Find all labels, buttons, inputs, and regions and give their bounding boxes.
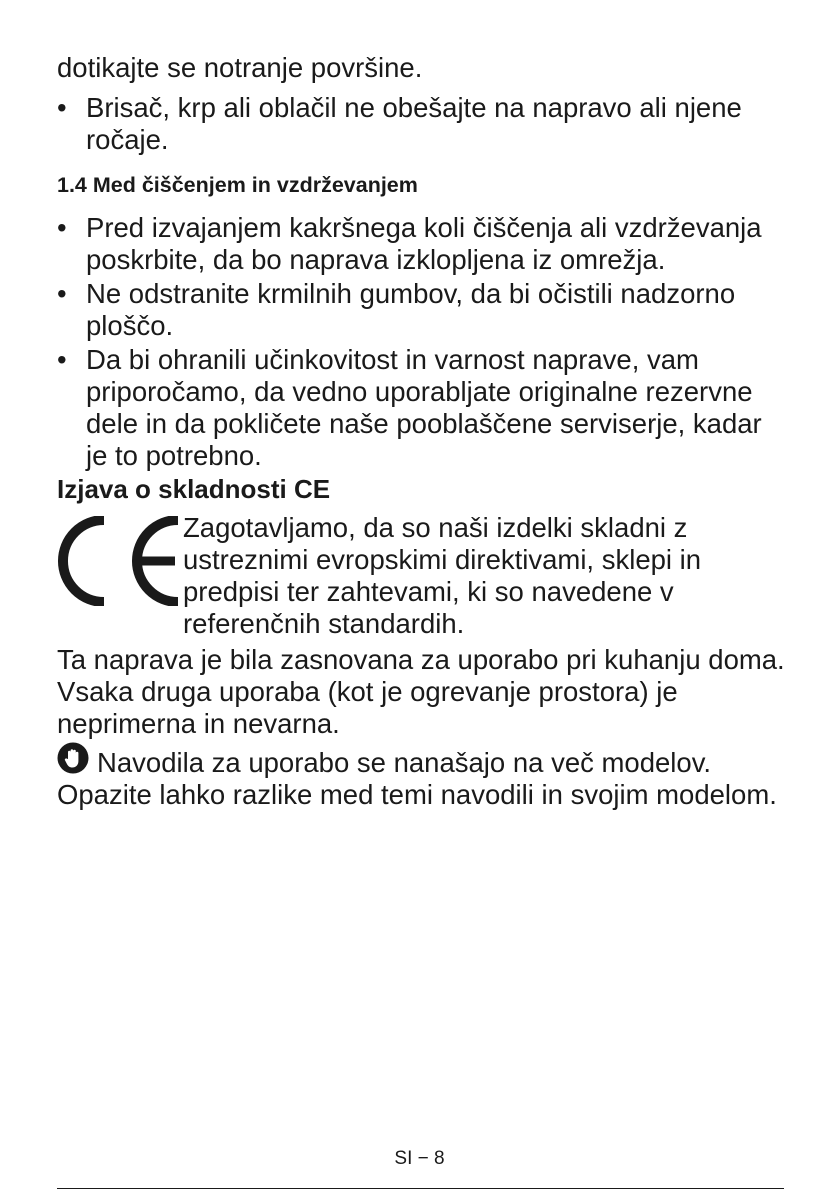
bullet-list-maintenance (57, 212, 787, 472)
list-item (57, 212, 787, 276)
bullet-text: Ne odstranite krmilnih gumbov, da bi očistili nadzorno ploščo. (86, 278, 736, 341)
list-item (57, 344, 787, 472)
usage-paragraph: Ta naprava je bila zasnovana za uporabo pri kuhanju doma. Vsaka druga uporaba (kot je ogrevanje prostora) je neprimerna in nevarna. (57, 644, 785, 739)
footer-divider (57, 1188, 784, 1189)
bullet-text: Pred izvajanjem kakršnega koli čiščenja ali vzdrževanja poskrbite, da bo naprava izklopljena iz omrežja. (86, 212, 762, 275)
note-text: Navodila za uporabo se nanašajo na več modelov. Opazite lahko razlike med temi navodili in svojim modelom. (57, 747, 777, 810)
list-item (57, 278, 787, 342)
bullet-dot: • (57, 92, 67, 123)
bullet-text: Brisač, krp ali oblačil ne obešajte na napravo ali njene ročaje. (86, 92, 742, 155)
document-page (57, 52, 787, 811)
hand-stop-icon (57, 742, 89, 774)
list-item (57, 92, 787, 156)
ce-heading: Izjava o skladnosti CE (57, 474, 331, 504)
ce-declaration (57, 512, 787, 640)
bullet-list-top (57, 92, 787, 156)
bullet-text: Da bi ohranili učinkovitost in varnost naprave, vam priporočamo, da vedno uporabljate originalne rezervne dele in da pokličete naše pooblaščene serviserje, kadar je to potrebno. (86, 344, 762, 471)
ce-mark-icon (57, 516, 181, 606)
page-number: SI − 8 (394, 1148, 445, 1169)
bullet-dot: • (57, 278, 67, 309)
bullet-dot: • (57, 212, 67, 243)
note-paragraph (57, 742, 787, 811)
section-heading: 1.4 Med čiščenjem in vzdrževanjem (57, 173, 418, 197)
bullet-dot: • (57, 344, 67, 375)
ce-text: Zagotavljamo, da so naši izdelki skladni z ustreznimi evropskimi direktivami, sklepi in predpisi ter zahtevami, ki so navedene v referenčnih standardih. (183, 512, 702, 639)
intro-line: dotikajte se notranje površine. (57, 52, 423, 83)
